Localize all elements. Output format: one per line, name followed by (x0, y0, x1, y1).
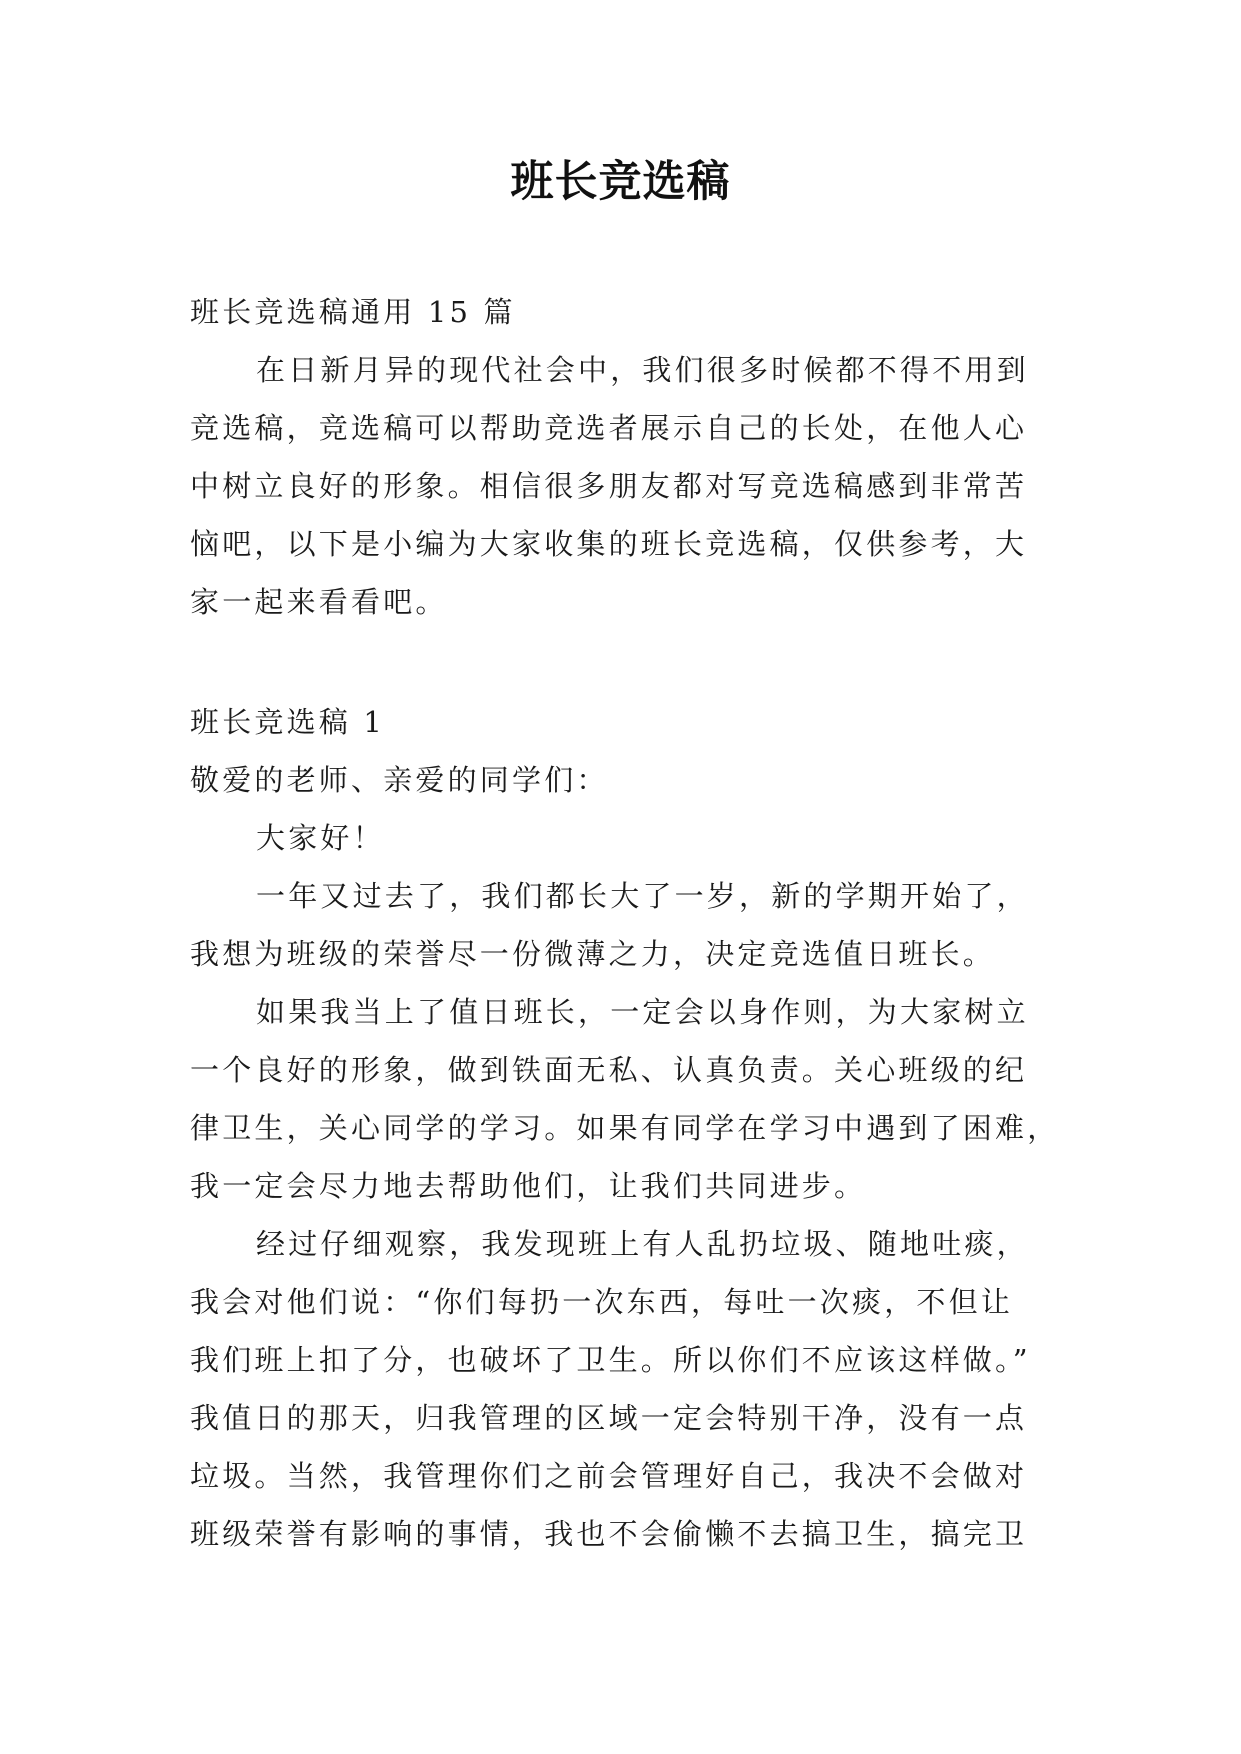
paragraph-line: 家一起来看看吧。 (190, 585, 448, 619)
paragraph-line: 我一定会尽力地去帮助他们，让我们共同进步。 (190, 1169, 867, 1203)
document-title: 班长竞选稿 (510, 157, 731, 207)
paragraph-line: 律卫生，关心同学的学习。如果有同学在学习中遇到了困难， (190, 1111, 1060, 1145)
paragraph-line: 一个良好的形象，做到铁面无私、认真负责。关心班级的纪 (190, 1053, 1028, 1087)
subtitle-line: 班长竞选稿通用 15 篇 (190, 295, 516, 329)
paragraph-line: 我值日的那天，归我管理的区域一定会特别干净，没有一点 (190, 1401, 1028, 1435)
paragraph-line: 我会对他们说：“你们每扔一次东西，每吐一次痰，不但让 (190, 1285, 1014, 1319)
paragraph-line: 垃圾。当然，我管理你们之前会管理好自己，我决不会做对 (190, 1459, 1028, 1493)
paragraph-line: 班级荣誉有影响的事情，我也不会偷懒不去搞卫生，搞完卫 (190, 1517, 1028, 1551)
paragraph-line: 一年又过去了，我们都长大了一岁，新的学期开始了， (256, 879, 1029, 913)
paragraph-line: 经过仔细观察，我发现班上有人乱扔垃圾、随地吐痰， (256, 1227, 1029, 1261)
paragraph-line: 我想为班级的荣誉尽一份微薄之力，决定竞选值日班长。 (190, 937, 996, 971)
paragraph-line: 竞选稿，竞选稿可以帮助竞选者展示自己的长处，在他人心 (190, 411, 1028, 445)
paragraph-line: 如果我当上了值日班长，一定会以身作则，为大家树立 (256, 995, 1029, 1029)
section-heading: 班长竞选稿 1 (190, 705, 386, 739)
paragraph-line: 中树立良好的形象。相信很多朋友都对写竞选稿感到非常苦 (190, 469, 1028, 503)
greeting-line: 大家好！ (256, 821, 385, 855)
paragraph-line: 我们班上扣了分，也破坏了卫生。所以你们不应该这样做。” (190, 1343, 1031, 1377)
salutation-line: 敬爱的老师、亲爱的同学们： (190, 763, 609, 797)
paragraph-line: 在日新月异的现代社会中，我们很多时候都不得不用到 (256, 353, 1029, 387)
paragraph-line: 恼吧，以下是小编为大家收集的班长竞选稿，仅供参考，大 (190, 527, 1028, 561)
